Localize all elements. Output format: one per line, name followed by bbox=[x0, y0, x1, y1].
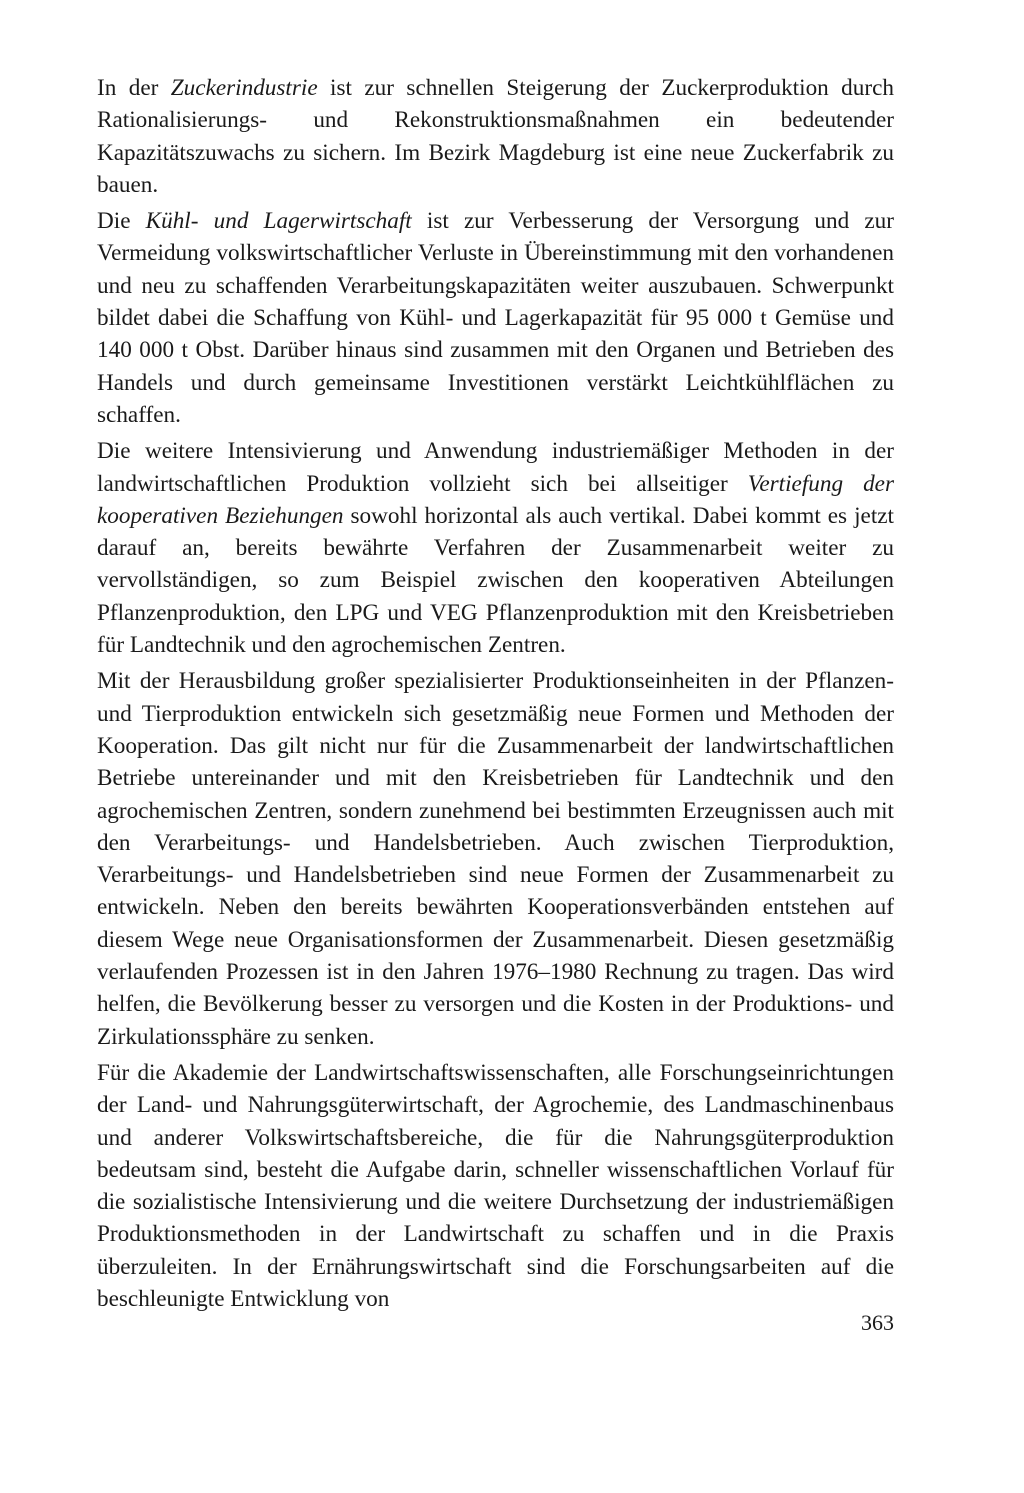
paragraph-intensivierung bbox=[97, 435, 894, 661]
paragraph-text: ist zur schnellen Steigerung der Zuckerproduktion durch Rationalisierungs- und Rekonstruktionsmaßnahmen ein bedeutender Kapazitätszuwachs zu sichern. Im Bezirk Magdeburg ist eine neue Zuckerfabrik zu bauen. bbox=[97, 75, 894, 198]
page-body bbox=[97, 72, 894, 1319]
paragraph-zuckerindustrie bbox=[97, 72, 894, 201]
emphasis-vertiefung: Vertiefung der kooperativen Beziehungen bbox=[97, 470, 894, 529]
paragraph-text: ist zur Verbesserung der Versorgung und zur Vermeidung volkswirtschaftlicher Verluste in Übereinstimmung mit den vorhandenen und neu zu schaffenden Verarbeitungskapazitäten weiter auszubauen. Schwerpunkt bildet dabei die Schaffung von Kühl- und Lagerkapazität für 95 000 t Gemüse und 140 000 t Obst. Darüber hinaus sind zusammen mit den Organen und Betrieben des Handels und durch gemeinsame Investitionen verstärkt Leichtkühlflächen zu schaffen. bbox=[97, 208, 894, 428]
paragraph-text: Die bbox=[97, 208, 146, 235]
emphasis-kuehl-lagerwirtschaft: Kühl- und Lagerwirtschaft bbox=[145, 208, 412, 235]
paragraph-text: Die weitere Intensivierung und Anwendung industriemäßiger Methoden in der landwirtschaftlichen Produktion vollzieht sich bei allseitiger bbox=[97, 438, 894, 497]
emphasis-zuckerindustrie: Zuckerindustrie bbox=[170, 75, 318, 101]
paragraph-text: sowohl horizontal als auch vertikal. Dabei kommt es jetzt darauf an, bereits bewährte Verfahren der Zusammenarbeit weiter zu vervollständigen, so zum Beispiel zwischen den kooperativen Abteilungen Pflanzenproduktion, den LPG und VEG Pflanzenproduktion mit den Kreisbetrieben für Landtechnik und den agrochemischen Zentren. bbox=[97, 502, 894, 659]
paragraph-text: In der bbox=[97, 75, 171, 101]
paragraph-akademie: Für die Akademie der Landwirtschaftswissenschaften, alle Forschungseinrichtungen der Land- und Nahrungsgüterwirtschaft, der Agrochemie, des Landmaschinenbaus und anderer Volkswirtschaftsbereiche, die für die Nahrungsgüterproduktion bedeutsam sind, besteht die Aufgabe darin, schneller wissenschaftlichen Vorlauf für die sozialistische Intensivierung und die weitere Durchsetzung der industriemäßigen Produktionsmethoden in der Landwirtschaft zu schaffen und in die Praxis überzuleiten. In der Ernährungswirtschaft sind die Forschungsarbeiten auf die beschleunigte Entwicklung von bbox=[97, 1059, 894, 1312]
paragraph-kooperation: Mit der Herausbildung großer spezialisierter Produktionseinheiten in der Pflanzen- und Tierproduktion entwickeln sich gesetzmäßig neue Formen und Methoden der Kooperation. Das gilt nicht nur für die Zusammenarbeit der landwirtschaftlichen Betriebe untereinander und mit den Kreisbetrieben für Landtechnik und den agrochemischen Zentren, sondern zunehmend bei bestimmten Erzeugnissen auch mit den Verarbeitungs- und Handelsbetrieben. Auch zwischen Tierproduktion, Verarbeitungs- und Handelsbetrieben sind neue Formen der Zusammenarbeit zu entwickeln. Neben den bereits bewährten Kooperationsverbänden entstehen auf diesem Wege neue Organisationsformen der Zusammenarbeit. Diesen gesetzmäßig verlaufenden Prozessen ist in den Jahren 1976–1980 Rechnung zu tragen. Das wird helfen, die Bevölkerung besser zu versorgen und die Kosten in der Produktions- und Zirkulationssphäre zu senken. bbox=[97, 668, 894, 1050]
page-number: 363 bbox=[861, 1310, 894, 1335]
paragraph-kuehl-lagerwirtschaft bbox=[97, 205, 894, 431]
